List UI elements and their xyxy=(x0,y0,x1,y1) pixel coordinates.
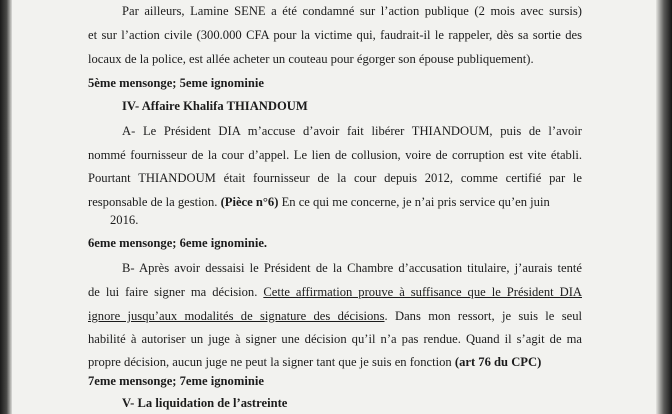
sene-paragraph-line-2: et sur l’action civile (300.000 CFA pour la victime qui, faudrait-il le rappeler, dès sa sortie des xyxy=(88,28,582,42)
section-a-line-4-end: En ce qui me concerne, je n’ai pris service qu’en juin xyxy=(281,195,550,209)
exhibit-6-reference: (Pièce n°6) xyxy=(220,195,279,209)
sene-paragraph-line-1: Par ailleurs, Lamine SENE a été condamné sur l’action publique (2 mois avec sursis) xyxy=(122,4,582,18)
section-b-line-2 xyxy=(88,285,582,299)
heading-5th-lie: 5ème mensonge; 5eme ignominie xyxy=(88,76,264,90)
section-b-line-2-start: de lui faire signer ma décision. xyxy=(88,285,258,299)
section-b-line-5 xyxy=(88,355,541,369)
section-a-line-4-start: responsable de la gestion. xyxy=(88,195,218,209)
section-b-line-5-start: propre décision, aucun juge ne peut la signer tant que je suis en fonction xyxy=(88,355,452,369)
section-b-line-3-end: . Dans mon ressort, je suis le seul xyxy=(384,309,583,323)
right-shadow-edge xyxy=(656,0,672,414)
section-b-line-4: habilité à autoriser un juge à signer une décision qu’il n’a pas rendue. Quand il s’agit de ma xyxy=(88,332,582,346)
heading-7th-lie: 7eme mensonge; 7eme ignominie xyxy=(88,374,264,388)
left-shadow-edge xyxy=(0,0,12,414)
section-a-line-5: 2016. xyxy=(110,213,139,227)
section-a-line-3: Pourtant THIANDOUM était fournisseur de la cour depuis 2012, comme certifié par le xyxy=(88,171,582,185)
section-a-line-4 xyxy=(88,195,550,209)
section-b-line-1: B- Après avoir dessaisi le Président de la Chambre d’accusation titulaire, j’aurais tenté xyxy=(122,261,582,275)
underlined-statement-part-2: ignore jusqu’aux modalités de signature des décisions xyxy=(88,309,385,323)
sene-paragraph-line-3: locaux de la police, est allée acheter un couteau pour égorger son épouse publiquement). xyxy=(88,52,534,66)
article-76-reference: (art 76 du CPC) xyxy=(454,355,542,369)
section-b-line-3 xyxy=(88,309,582,323)
section-a-line-2: nommé fournisseur de la cour d’appel. Le lien de collusion, voire de corruption est vite établi. xyxy=(88,148,582,162)
section-iv-title: IV- Affaire Khalifa THIANDOUM xyxy=(122,99,308,113)
underlined-statement-part-1: Cette affirmation prouve à suffisance que le Président DIA xyxy=(263,285,582,299)
section-a-line-1: A- Le Président DIA m’accuse d’avoir fait libérer THIANDOUM, puis de l’avoir xyxy=(122,124,582,138)
heading-6th-lie: 6eme mensonge; 6eme ignominie. xyxy=(88,236,268,250)
section-v-title: V- La liquidation de l’astreinte xyxy=(122,396,288,410)
